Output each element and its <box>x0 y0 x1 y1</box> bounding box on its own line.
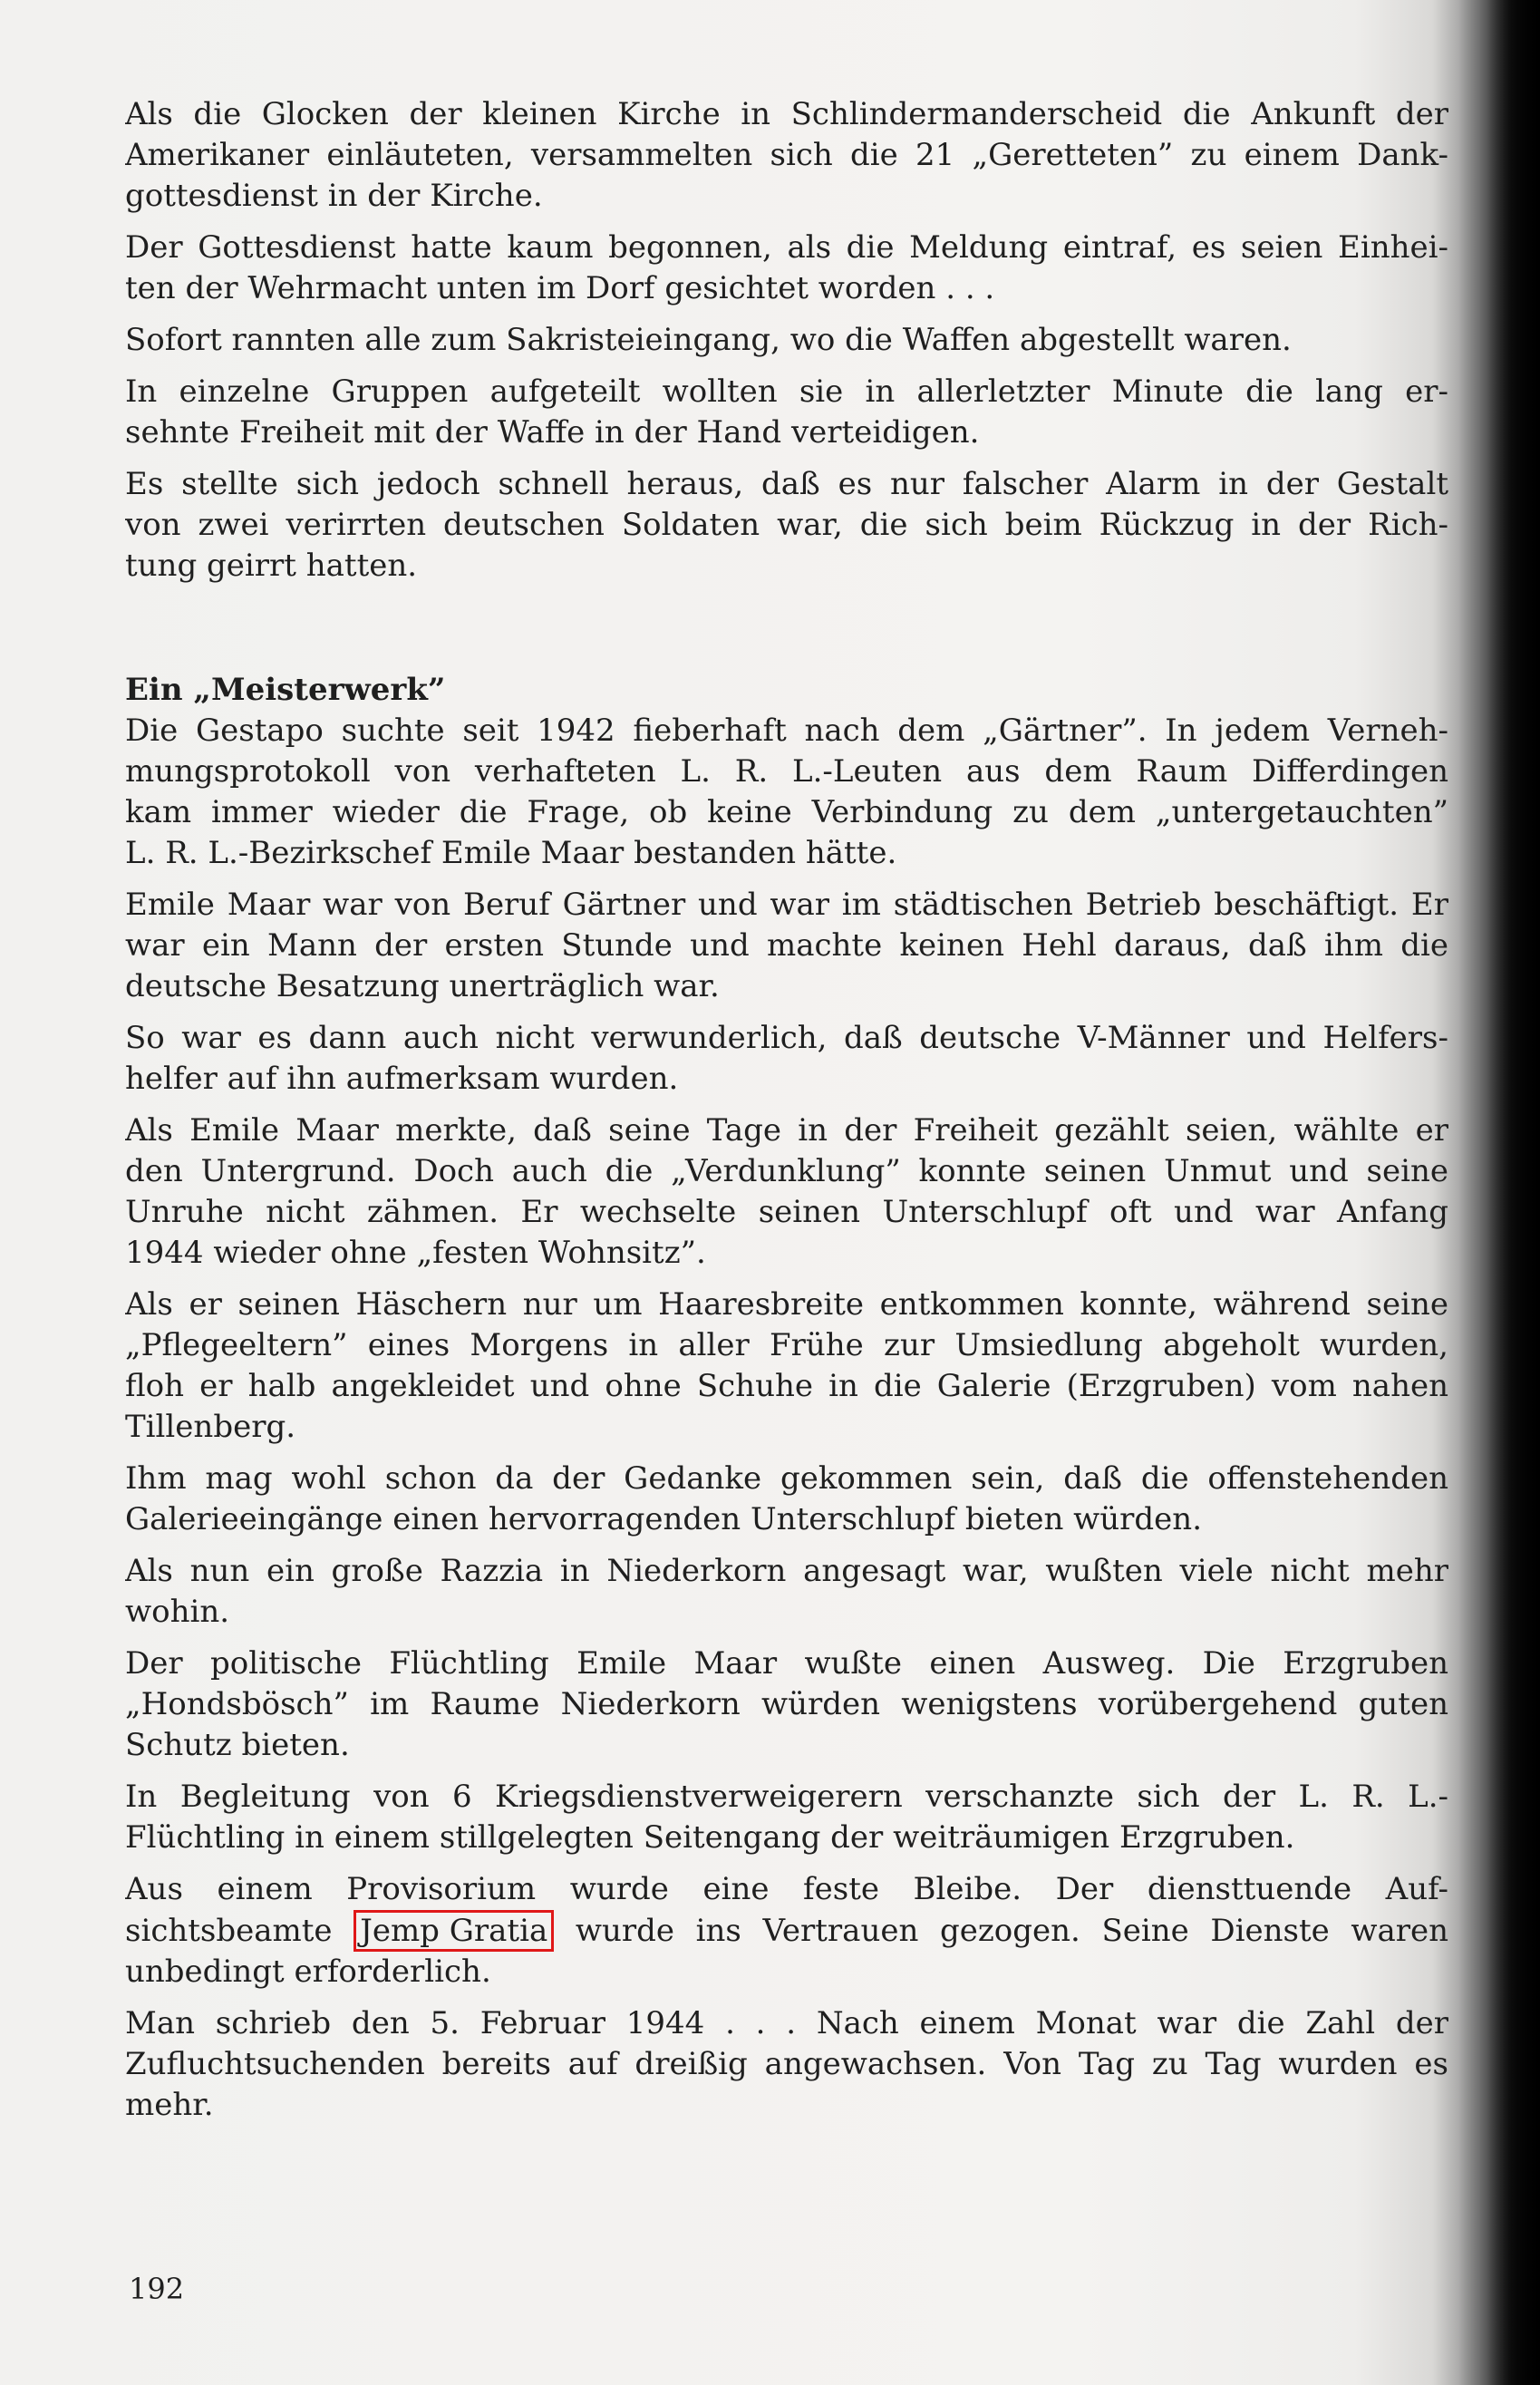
paragraph <box>125 1551 1448 1633</box>
paragraph-with-highlight <box>125 1869 1448 1992</box>
text-line: Galerieeingänge einen hervorragenden Unterschlupf bieten würden. <box>125 1501 1203 1537</box>
text-line: sehnte Freiheit mit der Waffe in der Hand verteidigen. <box>125 414 980 451</box>
paragraph <box>125 1018 1448 1100</box>
text-line: war ein Mann der ersten Stunde und machte keinen Hehl daraus, daß ihm die <box>125 927 1448 964</box>
text-line: So war es dann auch nicht verwunderlich, daß deutsche V-Männer und Helfers- <box>125 1020 1448 1056</box>
text-line: tung geirrt hatten. <box>125 548 418 584</box>
text-line: Als nun ein große Razzia in Niederkorn angesagt war, wußten viele nicht mehr <box>125 1553 1448 1589</box>
text-line: Aus einem Provisorium wurde eine feste Bleibe. Der diensttuende Auf- <box>125 1871 1448 1907</box>
paragraph <box>125 2003 1448 2126</box>
text-line: Der Gottesdienst hatte kaum begonnen, als die Meldung eintraf, es seien Einhei- <box>125 229 1448 266</box>
text-line: Tillenberg. <box>125 1409 296 1445</box>
text-line: von zwei verirrten deutschen Soldaten war, die sich beim Rückzug in der Rich- <box>125 507 1448 543</box>
text-line: gottesdienst in der Kirche. <box>125 178 543 214</box>
paragraph <box>125 1777 1448 1858</box>
text-line: Der politische Flüchtling Emile Maar wußte einen Ausweg. Die Erzgruben <box>125 1645 1448 1682</box>
paragraph <box>125 320 1448 361</box>
text-line: Zufluchtsuchenden bereits auf dreißig angewachsen. Von Tag zu Tag wurden es <box>125 2046 1448 2082</box>
paragraph <box>125 885 1448 1007</box>
text-line: In einzelne Gruppen aufgeteilt wollten sie in allerletzter Minute die lang er- <box>125 373 1448 410</box>
text-line: ten der Wehrmacht unten im Dorf gesichtet worden . . . <box>125 270 995 306</box>
text-line: wohin. <box>125 1594 230 1630</box>
text-line-highlight <box>125 1910 1448 1952</box>
text-line: mungsprotokoll von verhafteten L. R. L.-Leuten aus dem Raum Differdingen <box>125 753 1448 790</box>
highlighted-name: Jemp Gratia <box>354 1910 554 1952</box>
paragraph <box>125 228 1448 309</box>
text-line: 1944 wieder ohne „festen Wohnsitz”. <box>125 1235 706 1271</box>
paragraph <box>125 94 1448 217</box>
text-line: Als die Glocken der kleinen Kirche in Schlindermanderscheid die Ankunft der <box>125 96 1448 132</box>
text-line: kam immer wieder die Frage, ob keine Verbindung zu dem „untergetauchten” <box>125 794 1448 830</box>
text-line: Als Emile Maar merkte, daß seine Tage in der Freiheit gezählt seien, wählte er <box>125 1112 1448 1149</box>
paragraph <box>125 1643 1448 1766</box>
text-line: Als er seinen Häschern nur um Haaresbreite entkommen konnte, während seine <box>125 1286 1448 1323</box>
text-line: Schutz bieten. <box>125 1727 350 1763</box>
text-line: Sofort rannten alle zum Sakristeieingang, wo die Waffen abgestellt waren. <box>125 322 1292 358</box>
text-line: „Hondsbösch” im Raume Niederkorn würden wenigstens vorübergehend guten <box>125 1686 1448 1722</box>
text-line: Es stellte sich jedoch schnell heraus, daß es nur falscher Alarm in der Gestalt <box>125 466 1448 502</box>
section-heading: Ein „Meisterwerk” <box>125 672 446 708</box>
text-line: helfer auf ihn aufmerksam wurden. <box>125 1061 679 1097</box>
paragraph <box>125 464 1448 587</box>
text-line: Emile Maar war von Beruf Gärtner und war im städtischen Betrieb beschäftigt. Er <box>125 887 1448 923</box>
text-line: mehr. <box>125 2087 214 2123</box>
paragraph <box>125 1110 1448 1274</box>
text-line: „Pflegeeltern” eines Morgens in aller Frühe zur Umsiedlung abgeholt wurden, <box>125 1327 1448 1363</box>
paragraph <box>125 1459 1448 1540</box>
page-text <box>125 94 1448 2137</box>
text-line: Amerikaner einläuteten, versammelten sich die 21 „Geretteten” zu einem Dank- <box>125 137 1448 173</box>
text-segment: wurde ins Vertrauen gezogen. Seine Dienste waren <box>575 1913 1448 1949</box>
text-line: Man schrieb den 5. Februar 1944 . . . Nach einem Monat war die Zahl der <box>125 2005 1448 2041</box>
text-line: unbedingt erforderlich. <box>125 1954 491 1990</box>
text-line: Ihm mag wohl schon da der Gedanke gekommen sein, daß die offenstehenden <box>125 1460 1448 1497</box>
text-segment: sichtsbeamte <box>125 1913 333 1949</box>
paragraph <box>125 372 1448 453</box>
text-line: deutsche Besatzung unerträglich war. <box>125 968 720 1004</box>
page-number: 192 <box>129 2272 185 2306</box>
text-line: Die Gestapo suchte seit 1942 fieberhaft nach dem „Gärtner”. In jedem Verneh- <box>125 713 1448 749</box>
book-spine-shadow <box>1458 0 1540 2385</box>
text-line: floh er halb angekleidet und ohne Schuhe in die Galerie (Erzgruben) vom nahen <box>125 1368 1448 1404</box>
text-line: In Begleitung von 6 Kriegsdienstverweigerern verschanzte sich der L. R. L.- <box>125 1779 1448 1815</box>
paragraph <box>125 1285 1448 1448</box>
text-line: den Untergrund. Doch auch die „Verdunklung” konnte seinen Unmut und seine <box>125 1153 1448 1189</box>
paragraph <box>125 711 1448 874</box>
text-line: L. R. L.-Bezirkschef Emile Maar bestanden hätte. <box>125 835 897 871</box>
text-line: Unruhe nicht zähmen. Er wechselte seinen Unterschlupf oft und war Anfang <box>125 1194 1448 1230</box>
text-line: Flüchtling in einem stillgelegten Seitengang der weiträumigen Erzgruben. <box>125 1819 1295 1856</box>
